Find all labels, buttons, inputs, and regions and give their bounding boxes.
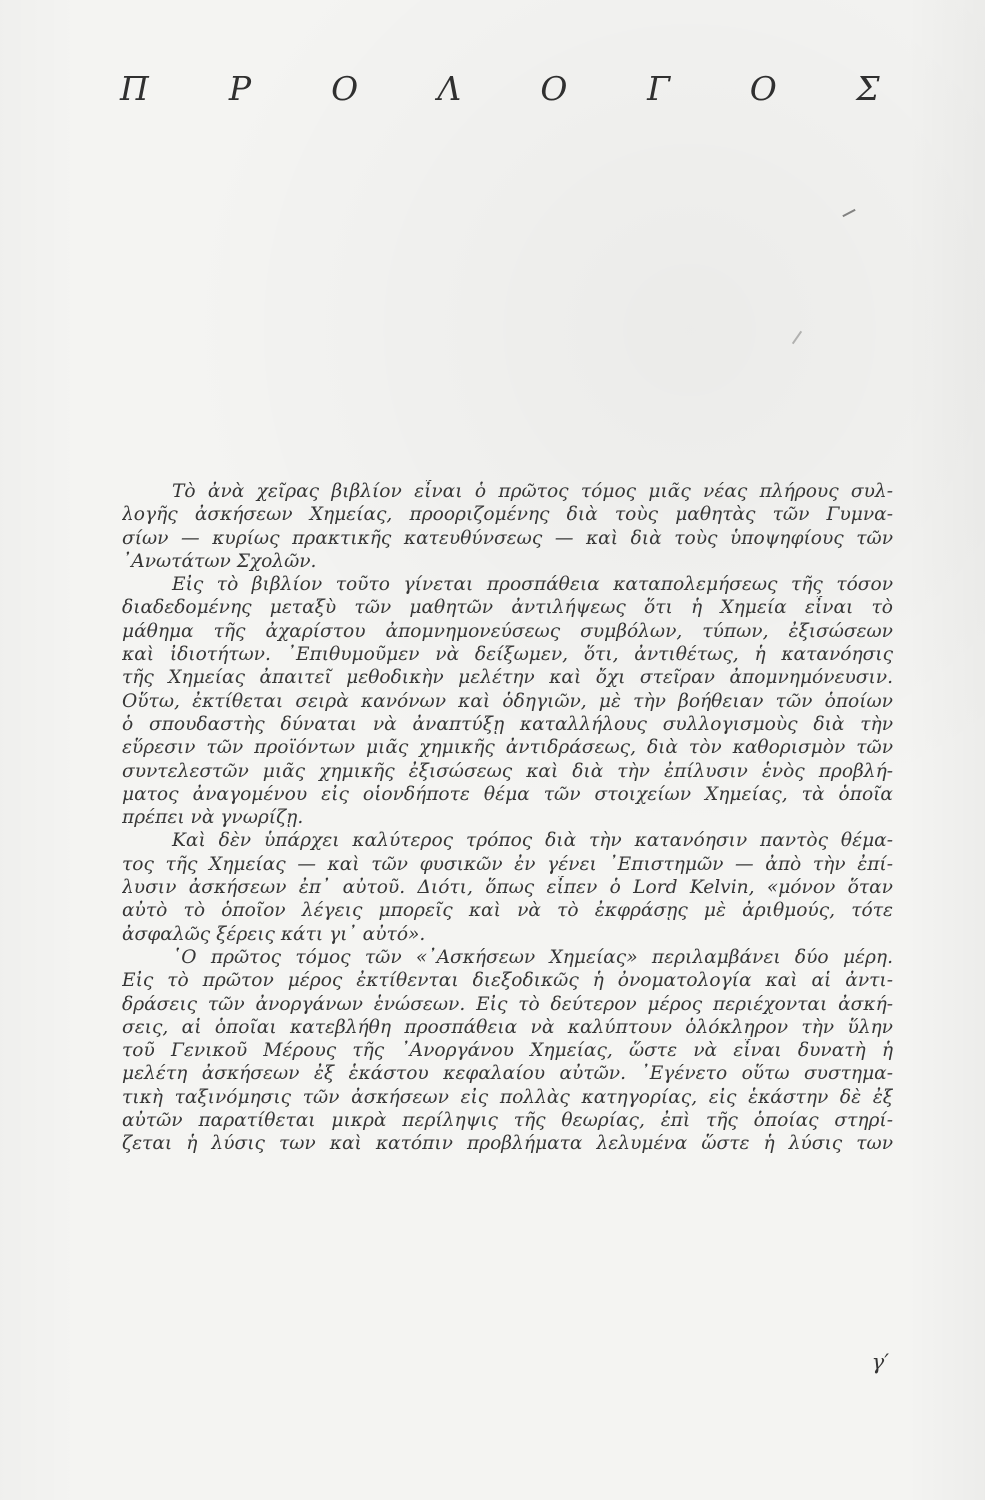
preface-text <box>122 480 893 1156</box>
text-line: αὐτῶν παρατίθεται μικρὰ περίληψις τῆς θεωρίας, ἐπὶ τῆς ὁποίας στηρί- <box>122 1110 893 1132</box>
title-letter: Ο <box>331 69 359 108</box>
text-line: Τὸ ἀνὰ χεῖρας βιβλίον εἶναι ὁ πρῶτος τόμος μιᾶς νέας πλήρους συλ- <box>172 481 893 502</box>
text-line: καὶ ἰδιοτήτων. ᾿Επιθυμοῦμεν νὰ δείξωμεν, ὅτι, ἀντιθέτως, ἡ κατανόησις <box>122 644 893 666</box>
text-line: σεις, αἱ ὁποῖαι κατεβλήθη προσπάθεια νὰ καλύπτουν ὁλόκληρον τὴν ὕλην <box>122 1016 893 1038</box>
title-letter: Ο <box>749 69 777 108</box>
text-line: τικὴ ταξινόμησις τῶν ἀσκήσεων εἰς πολλὰς κατηγορίας, εἰς ἑκάστην δὲ ἐξ <box>122 1086 893 1108</box>
text-line: πρέπει νὰ γνωρίζῃ. <box>122 807 304 829</box>
page-number: γ′ <box>871 1350 889 1374</box>
text-line: σίων — κυρίως πρακτικῆς κατευθύνσεως — καὶ διὰ τοὺς ὑποψηφίους τῶν <box>122 527 893 549</box>
title-letter: Π <box>120 69 149 108</box>
text-line: Εἰς τὸ πρῶτον μέρος ἐκτίθενται διεξοδικῶς ἡ ὀνοματολογία καὶ αἱ ἀντι- <box>122 970 893 992</box>
text-line: διαδεδομένης μεταξὺ τῶν μαθητῶν ἀντιλήψεως ὅτι ἡ Χημεία εἶναι τὸ <box>122 597 893 619</box>
text-line: ζεται ἡ λύσις των καὶ κατόπιν προβλήματα λελυμένα ὥστε ἡ λύσις των <box>122 1133 893 1155</box>
page-title <box>120 69 880 108</box>
text-line: τος τῆς Χημείας — καὶ τῶν φυσικῶν ἐν γένει ᾿Επιστημῶν — ἀπὸ τὴν ἐπί- <box>122 853 893 875</box>
text-line: ματος ἀναγομένου εἰς οἱονδήποτε θέμα τῶν στοιχείων Χημείας, τὰ ὁποῖα <box>122 783 893 805</box>
text-line: αὐτὸ τὸ ὁποῖον λέγεις μπορεῖς καὶ νὰ τὸ ἐκφράσῃς μὲ ἀριθμούς, τότε <box>122 900 893 922</box>
text-line: μελέτη ἀσκήσεων ἐξ ἑκάστου κεφαλαίου αὐτῶν. ᾿Εγένετο οὕτω συστημα- <box>122 1063 893 1085</box>
text-line: ὁ σπουδαστὴς δύναται νὰ ἀναπτύξῃ καταλλήλους συλλογισμοὺς διὰ τὴν <box>122 713 893 735</box>
title-letter: Σ <box>856 69 880 108</box>
text-line: Οὕτω, ἐκτίθεται σειρὰ κανόνων καὶ ὁδηγιῶν, μὲ τὴν βοήθειαν τῶν ὁποίων <box>122 690 893 712</box>
text-line: Εἰς τὸ βιβλίον τοῦτο γίνεται προσπάθεια καταπολεμήσεως τῆς τόσον <box>172 574 893 596</box>
title-letter: Ο <box>540 69 568 108</box>
title-letter: Ρ <box>228 69 252 108</box>
text-line: δράσεις τῶν ἀνοργάνων ἑνώσεων. Εἰς τὸ δεύτερον μέρος περιέχονται ἀσκή- <box>122 993 893 1015</box>
text-line: εὕρεσιν τῶν προϊόντων μιᾶς χημικῆς ἀντιδράσεως, διὰ τὸν καθορισμὸν τῶν <box>122 737 893 759</box>
title-letter: Γ <box>647 69 671 108</box>
text-line: τῆς Χημείας ἀπαιτεῖ μεθοδικὴν μελέτην καὶ ὄχι στεῖραν ἀπομνημόνευσιν. <box>122 667 893 689</box>
text-line: ᾿Ανωτάτων Σχολῶν. <box>122 550 317 572</box>
print-mark <box>842 209 855 217</box>
title-letter: Λ <box>437 69 462 108</box>
text-line: συντελεστῶν μιᾶς χημικῆς ἐξισώσεως καὶ διὰ τὴν ἐπίλυσιν ἑνὸς προβλή- <box>122 760 893 782</box>
print-mark <box>792 331 802 344</box>
text-line: λογῆς ἀσκήσεων Χημείας, προοριζομένης διὰ τοὺς μαθητὰς τῶν Γυμνα- <box>122 504 893 526</box>
text-line: ῾Ο πρῶτος τόμος τῶν «᾿Ασκήσεων Χημείας» περιλαμβάνει δύο μέρη. <box>172 946 893 968</box>
text-line: Καὶ δὲν ὑπάρχει καλύτερος τρόπος διὰ τὴν κατανόησιν παντὸς θέμα- <box>172 830 893 852</box>
text-line: λυσιν ἀσκήσεων ἐπ᾿ αὐτοῦ. Διότι, ὅπως εἶπεν ὁ Lord Kelvin, «μόνον ὅταν <box>122 877 893 899</box>
text-line: ἀσφαλῶς ξέρεις κάτι γι᾿ αὐτό». <box>122 923 426 945</box>
text-line: τοῦ Γενικοῦ Μέρους τῆς ᾿Ανοργάνου Χημείας, ὥστε νὰ εἶναι δυνατὴ ἡ <box>122 1040 893 1062</box>
text-line: μάθημα τῆς ἀχαρίστου ἀπομνημονεύσεως συμβόλων, τύπων, ἐξισώσεων <box>122 620 893 642</box>
